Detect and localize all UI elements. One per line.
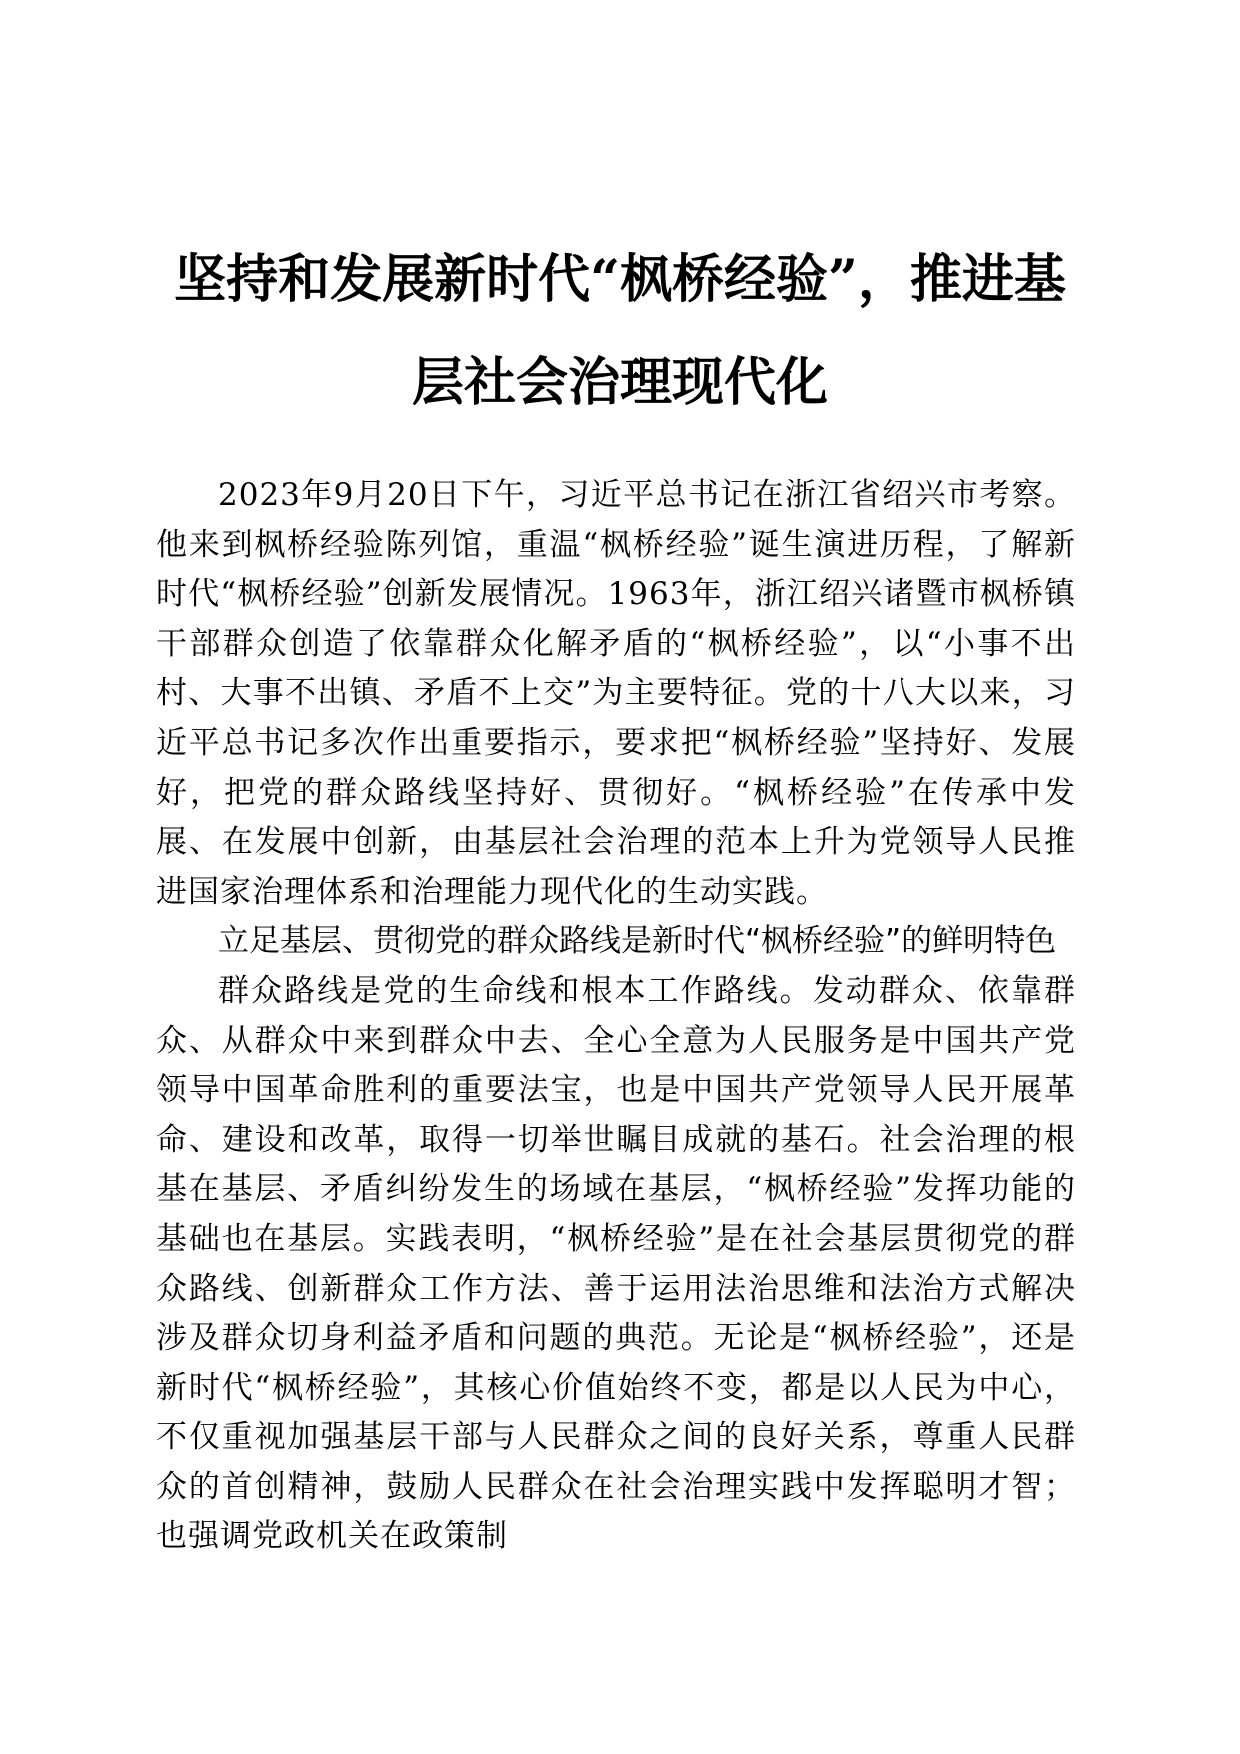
paragraph: 2023年9月20日下午，习近平总书记在浙江省绍兴市考察。他来到枫桥经验陈列馆，重温“枫桥经验”诞生演进历程，了解新时代“枫桥经验”创新发展情况。1963年，浙江绍兴诸暨市枫桥镇干部群众创造了依靠群众化解矛盾的“枫桥经验”，以“小事不出村、大事不出镇、矛盾不上交”为主要特征。党的十八大以来，习近平总书记多次作出重要指示，要求把“枫桥经验”坚持好、发展好，把党的群众路线坚持好、贯彻好。“枫桥经验”在传承中发展、在发展中创新，由基层社会治理的范本上升为党领导人民推进国家治理体系和治理能力现代化的生动实践。 [156, 477, 1076, 910]
paragraph: 群众路线是党的生命线和根本工作路线。发动群众、依靠群众、从群众中来到群众中去、全心全意为人民服务是中国共产党领导中国革命胜利的重要法宝，也是中国共产党领导人民开展革命、建设和改革，取得一切举世瞩目成就的基石。社会治理的根基在基层、矛盾纠纷发生的场域在基层，“枫桥经验”发挥功能的基础也在基层。实践表明，“枫桥经验”是在社会基层贯彻党的群众路线、创新群众工作方法、善于运用法治思维和法治方式解决涉及群众切身利益矛盾和问题的典范。无论是“枫桥经验”，还是新时代“枫桥经验”，其核心价值始终不变，都是以人民为中心，不仅重视加强基层干部与人民群众之间的良好关系，尊重人民群众的首创精神，鼓励人民群众在社会治理实践中发挥聪明才智；也强调党政机关在政策制 [156, 972, 1076, 1555]
document-title: 坚持和发展新时代“枫桥经验”，推进基层社会治理现代化 [174, 249, 1066, 413]
section-heading: 立足基层、贯彻党的群众路线是新时代“枫桥经验”的鲜明特色 [218, 923, 1057, 960]
document-body [156, 471, 1076, 1562]
